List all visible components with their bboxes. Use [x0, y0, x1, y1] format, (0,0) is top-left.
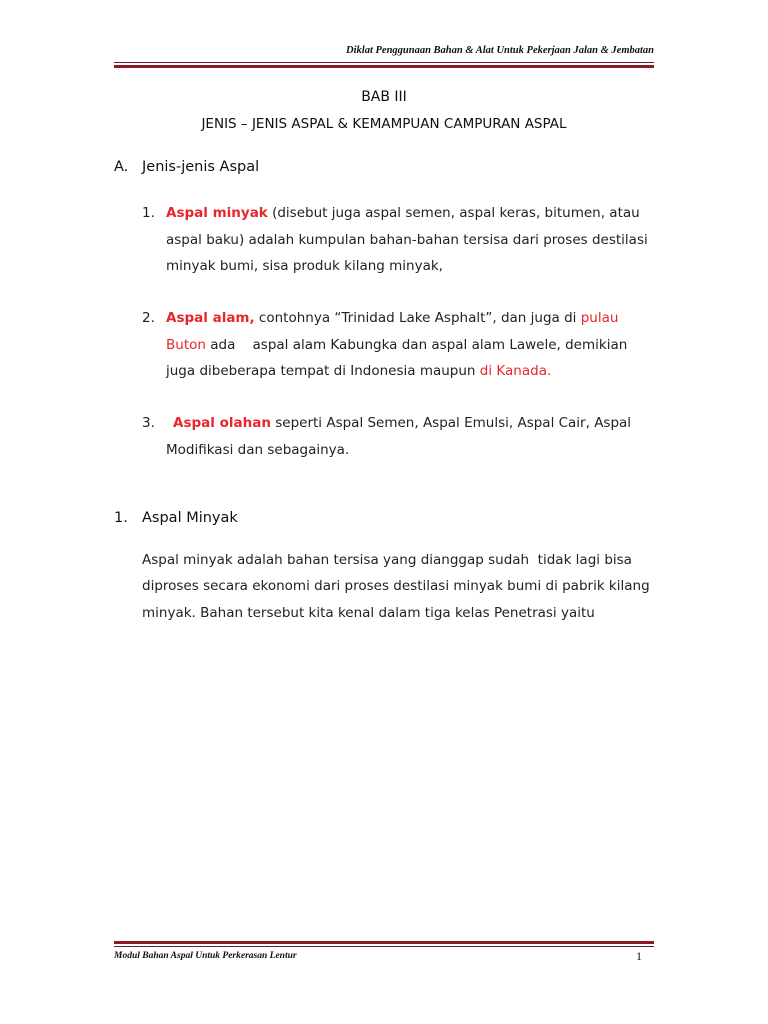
footer-rule-thick [114, 941, 654, 944]
item-2-highlight: Aspal alam, [166, 310, 255, 326]
item-3-line-1-rest: seperti Aspal Semen, Aspal Emulsi, Aspal Cair, Aspal [270, 415, 632, 431]
item-1-line-2: aspal baku) adalah kumpulan bahan-bahan tersisa dari proses destilasi [166, 232, 648, 248]
item-2-line-1 [166, 310, 618, 326]
item-2-line-3-red: di Kanada. [479, 363, 552, 379]
item-2-line-3-start: juga dibeberapa tempat di Indonesia maupun [166, 363, 480, 379]
section-1-title: Aspal Minyak [142, 510, 238, 526]
section-a-marker: A. [114, 159, 129, 175]
item-1-number: 1. [142, 205, 155, 221]
section-1-para-line-3: minyak. Bahan tersebut kita kenal dalam tiga kelas Penetrasi yaitu [142, 605, 595, 621]
section-1-para-line-1: Aspal minyak adalah bahan tersisa yang dianggap sudah tidak lagi bisa [142, 552, 632, 568]
item-3-number: 3. [142, 415, 155, 431]
running-header: Diklat Penggunaan Bahan & Alat Untuk Pekerjaan Jalan & Jembatan [346, 45, 654, 56]
item-1-line-1-rest: (disebut juga aspal semen, aspal keras, bitumen, atau [267, 205, 640, 221]
chapter-title: JENIS – JENIS ASPAL & KEMAMPUAN CAMPURAN ASPAL [201, 116, 567, 132]
section-1-para-line-2: diproses secara ekonomi dari proses destilasi minyak bumi di pabrik kilang [142, 578, 650, 594]
item-2-line-1-rest: contohnya “Trinidad Lake Asphalt”, dan juga di [254, 310, 581, 326]
item-1-line-3: minyak bumi, sisa produk kilang minyak, [166, 258, 443, 274]
item-2-line-2 [166, 337, 627, 353]
footer-rule-thin [114, 946, 654, 947]
item-2-line-2-red: Buton [166, 337, 206, 353]
item-2-line-1-red: pulau [580, 310, 619, 326]
section-a-title: Jenis-jenis Aspal [142, 159, 260, 175]
item-3-line-1 [173, 415, 631, 431]
section-1-marker: 1. [114, 510, 128, 526]
item-2-line-2-rest: ada aspal alam Kabungka dan aspal alam Lawele, demikian [205, 337, 628, 353]
item-3-line-2: Modifikasi dan sebagainya. [166, 442, 350, 458]
item-3-highlight: Aspal olahan [173, 415, 271, 431]
header-rule-thin [114, 62, 654, 63]
page-number: 1 [636, 949, 642, 963]
item-1-highlight: Aspal minyak [166, 205, 268, 221]
header-rule-thick [114, 65, 654, 68]
chapter-number: BAB III [361, 89, 407, 105]
item-2-number: 2. [142, 310, 155, 326]
item-1-line-1 [166, 205, 640, 221]
running-footer: Modul Bahan Aspal Untuk Perkerasan Lentur [114, 951, 297, 961]
item-2-line-3 [166, 363, 551, 379]
